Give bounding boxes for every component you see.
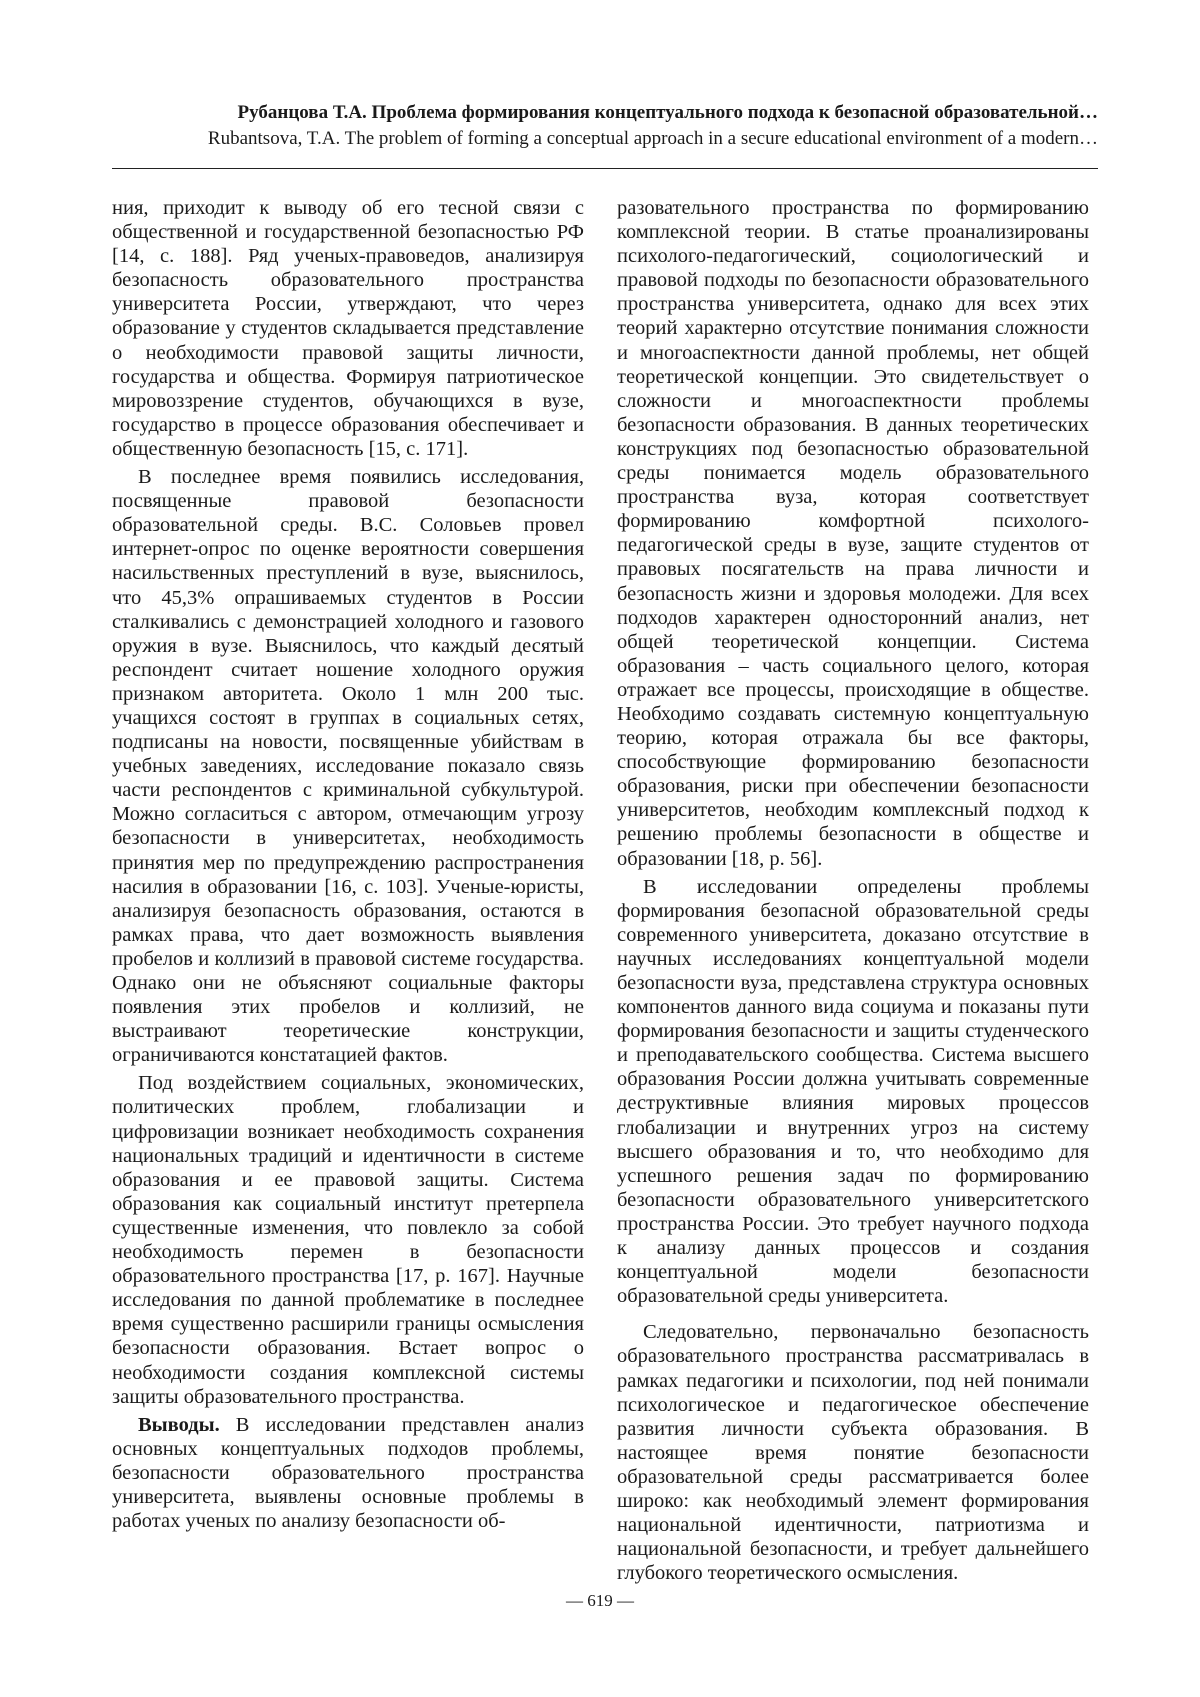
right-paragraph-3: Следовательно, первоначально безопасность образовательного пространства рассматривалась в рамках педагогики и психологии, под ней понимали психологическое и педагогическое обеспечение развития личности субъекта образования. В настоящее время понятие безопасности образовательной среды рассматривается более широко: как необходимый элемент формирования национальной идентичности, патриотизма и национальной безопасности, и требует дальнейшего глубокого теоретического осмысления. — [617, 1321, 1089, 1585]
right-paragraph-2: В исследовании определены проблемы формирования безопасной образовательной среды современного университета, доказано отсутствие в научных исследованиях концептуальной модели безопасности вуза, представлена структура основных компонентов данного вида социума и показаны пути формирования безопасности и защиты студенческого и преподавательского сообщества. Система высшего образования России должна учитывать современные деструктивные влияния мировых процессов глобализации и внутренних угроз на систему высшего образования и то, что необходимо для успешного решения задач по формированию безопасности образовательного университетского пространства России. Это требует научного подхода к анализу данных процессов и создания концептуальной модели безопасности образовательной среды университета. — [617, 875, 1089, 1308]
right-paragraph-1: разовательного пространства по формированию комплексной теории. В статье проанализированы психолого-педагогический, социологический и правовой подходы по безопасности образовательного пространства университета, однако для всех этих теорий характерно отсутствие понимания сложности и многоаспектности данной проблемы, нет общей теоретической концепции. Это свидетельствует о сложности и многоаспектности проблемы безопасности образования. В данных теоретических конструкциях под безопасностью образовательной среды понимается модель образовательного пространства вуза, которая соответствует формированию комфортной психолого-педагогической среды в вузе, защите студентов от правовых посягательств на права личности и безопасность жизни и здоровья молодежи. Для всех подходов характерен односторонний анализ, нет общей теоретической концепции. Система образования – часть социального целого, которая отражает все процессы, происходящие в обществе. Необходимо создавать системную концептуальную теорию, которая отражала бы все факторы, способствующие формированию безопасности образования, риски при обеспечении безопасности университетов, необходим комплексный подход к решению проблемы безопасности в обществе и образовании [18, p. 56]. — [617, 197, 1089, 870]
header-title-ru: Рубанцова Т.А. Проблема формирования концептуального подхода к безопасной образовательной… — [237, 102, 1098, 123]
right-column — [617, 196, 1089, 1585]
left-column — [112, 196, 584, 1533]
left-paragraph-1: ния, приходит к выводу об его тесной связи с общественной и государственной безопасностью РФ [14, с. 188]. Ряд ученых-правоведов, анализируя безопасность образовательного пространства университета России, утверждают, что через образование у студентов складывается представление о необходимости правовой защиты личности, государства и общества. Формируя патриотическое мировоззрение студентов, обучающихся в вузе, государство в процессе образования обеспечивает и общественную безопасность [15, с. 171]. — [112, 197, 584, 460]
conclusions-text: В исследовании представлен анализ основных концептуальных подходов проблемы, безопасности образовательного пространства университета, выявлены основные проблемы в работах ученых по анализу безопасности об- — [112, 1413, 584, 1533]
left-paragraph-conclusions — [112, 1413, 584, 1533]
running-header — [112, 100, 1098, 152]
left-paragraph-3: Под воздействием социальных, экономических, политических проблем, глобализации и цифровизации возникает необходимость сохранения национальных традиций и идентичности в системе образования и ее правовой защиты. Система образования как социальный институт претерпела существенные изменения, что повлекло за собой необходимость перемен в безопасности образовательного пространства [17, p. 167]. Научные исследования по данной проблематике в последнее время существенно расширили границы осмысления безопасности образования. Встает вопрос о необходимости создания комплексной системы защиты образовательного пространства. — [112, 1072, 584, 1408]
header-rule — [112, 168, 1098, 169]
left-paragraph-2: В последнее время появились исследования, посвященные правовой безопасности образовательной среды. В.С. Соловьев провел интернет-опрос по оценке вероятности совершения насильственных преступлений в вузе, выяснилось, что 45,3% опрашиваемых студентов в России сталкивались с демонстрацией холодного и газового оружия в вузе. Выяснилось, что каждый десятый респондент считает ношение холодного оружия признаком авторитета. Около 1 млн 200 тыс. учащихся состоят в группах в социальных сетях, подписаны на новости, посвященные убийствам в учебных заведениях, исследование показало связь части респондентов с криминальной субкультурой. Можно согласиться с автором, отмечающим угрозу безопасности в университетах, необходимость принятия мер по предупреждению распространения насилия в образовании [16, с. 103]. Ученые-юристы, анализируя безопасность образования, остаются в рамках права, что дает возможность выявления пробелов и коллизий в правовой системе государства. Однако они не объясняют социальные факторы появления этих пробелов и коллизий, не выстраивают теоретические конструкции, ограничиваются констатацией фактов. — [112, 466, 584, 1067]
conclusions-heading: Выводы. — [138, 1413, 220, 1436]
header-title-en: Rubantsova, T.A. The problem of forming a conceptual approach in a secure educational environment of a modern… — [207, 128, 1098, 149]
page-number: — 619 — — [566, 1591, 634, 1610]
